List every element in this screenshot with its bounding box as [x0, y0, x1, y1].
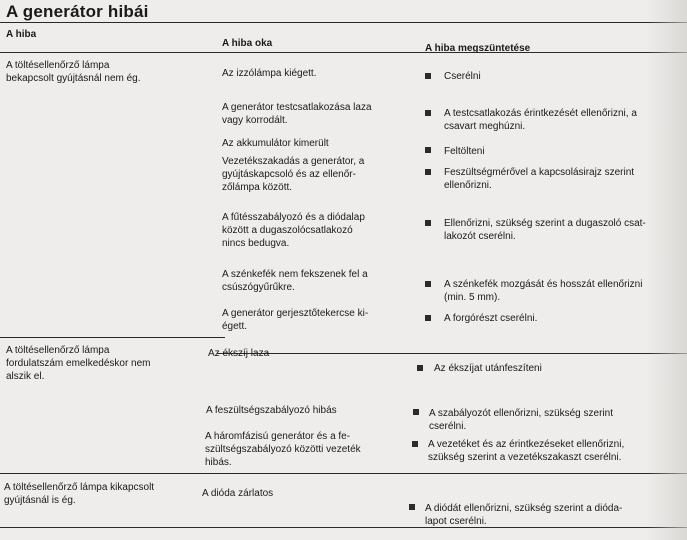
fix-text: A vezetéket és az érintkezéseket ellenőrizni, szükség szerint a vezetékszakaszt cserélni. — [428, 439, 625, 463]
title-rule — [0, 22, 687, 23]
bullet-icon — [425, 147, 431, 153]
cause-text: Vezetékszakadás a generátor, a gyújtáskapcsoló és az ellenőr- zőlámpa között. — [222, 156, 365, 193]
fault-text: A töltésellenőrző lámpa fordulatszám emelkedéskor nem alszik el. — [6, 345, 151, 382]
page-edge-shadow — [647, 0, 687, 540]
bullet-icon — [425, 281, 431, 287]
bullet-icon — [417, 365, 423, 371]
group-divider — [0, 473, 687, 474]
fix-text: Feltölteni — [444, 146, 485, 157]
bottom-rule — [0, 527, 687, 528]
header-fix: A hiba megszüntetése — [425, 43, 531, 54]
cause-text: Az akkumulátor kimerült — [222, 138, 329, 149]
fix-text: Feszültségmérővel a kapcsolásirajz szerint ellenőrizni. — [444, 167, 635, 191]
page-title: A generátor hibái — [6, 2, 149, 21]
cause-text: A fűtésszabályozó és a diódalap között a dugaszolócsatlakozó nincs bedugva. — [222, 212, 365, 249]
header-fault: A hiba — [6, 29, 37, 40]
fix-text: A testcsatlakozás érintkezését ellenőrizni, a csavart meghúzni. — [444, 108, 637, 132]
bullet-icon — [409, 504, 415, 510]
group-divider — [0, 337, 225, 338]
bullet-icon — [425, 220, 431, 226]
bullet-icon — [425, 73, 431, 79]
header-rule — [0, 52, 687, 53]
fix-text: Ellenőrizni, szükség szerint a dugaszoló csat- lakozót cserélni. — [444, 218, 646, 242]
group-divider — [217, 353, 687, 354]
cause-text: A háromfázisú generátor és a fe- szültségszabályozó közötti vezeték hibás. — [205, 431, 361, 468]
bullet-icon — [425, 110, 431, 116]
cause-text: Az izzólámpa kiégett. — [222, 68, 317, 79]
fix-text: A forgórészt cserélni. — [444, 313, 538, 324]
cause-text: A feszültségszabályozó hibás — [206, 405, 337, 416]
cause-text: A szénkefék nem fekszenek fel a csúszógyűrűkre. — [222, 269, 368, 293]
fix-text: Cserélni — [444, 71, 481, 82]
cause-text: A generátor testcsatlakozása laza vagy korrodált. — [222, 102, 372, 126]
fix-text: Az ékszíjat utánfeszíteni — [434, 363, 542, 374]
fault-text: A töltésellenőrző lámpa bekapcsolt gyújtásnál nem ég. — [6, 60, 141, 84]
cause-text: Az ékszíj laza — [208, 348, 270, 359]
cause-text: A generátor gerjesztőtekercse ki- égett. — [222, 308, 369, 332]
cause-text: A dióda zárlatos — [202, 488, 274, 499]
fix-text: A diódát ellenőrizni, szükség szerint a dióda- lapot cserélni. — [425, 503, 623, 527]
bullet-icon — [413, 409, 419, 415]
fix-text: A szénkefék mozgását és hosszát ellenőrizni (min. 5 mm). — [444, 279, 643, 303]
fix-text: A szabályozót ellenőrizni, szükség szerint cserélni. — [429, 408, 613, 432]
header-cause: A hiba oka — [222, 38, 273, 49]
bullet-icon — [425, 315, 431, 321]
bullet-icon — [425, 169, 431, 175]
bullet-icon — [412, 441, 418, 447]
fault-text: A töltésellenőrző lámpa kikapcsolt gyújtásnál is ég. — [4, 482, 155, 506]
